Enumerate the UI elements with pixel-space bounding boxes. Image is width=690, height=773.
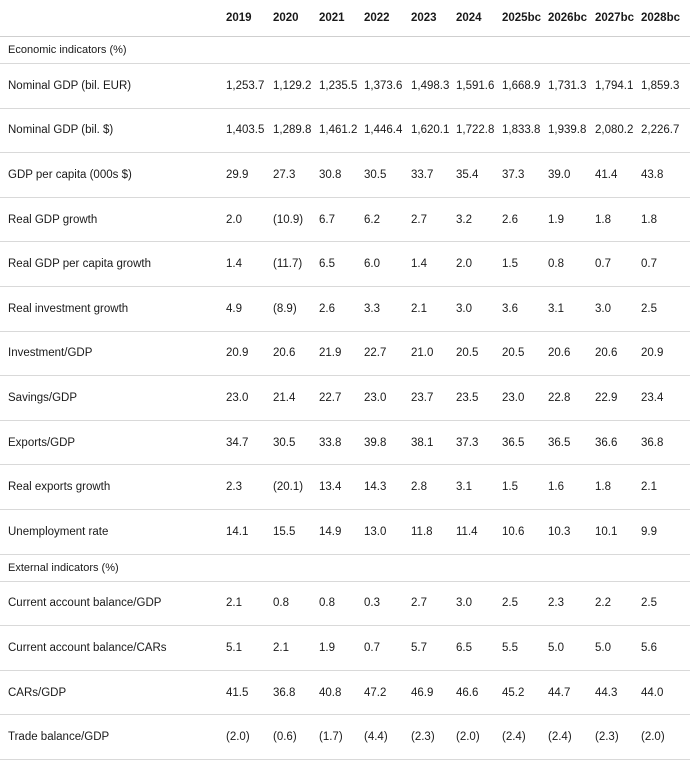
table-cell: 23.7 — [411, 391, 434, 404]
table-cell: 1,833.8 — [502, 124, 541, 137]
table-cell: 1.5 — [502, 481, 518, 494]
table-row — [0, 64, 690, 109]
table-cell: 20.6 — [273, 347, 296, 360]
table-cell: 2.6 — [319, 302, 335, 315]
table-cell: 1,794.1 — [595, 79, 634, 92]
table-cell: 1,591.6 — [456, 79, 495, 92]
row-label: GDP per capita (000s $) — [8, 168, 132, 181]
table-cell: 47.2 — [364, 686, 387, 699]
table-cell: 44.0 — [641, 686, 664, 699]
table-cell: 10.3 — [548, 525, 571, 538]
table-cell: 36.5 — [548, 436, 571, 449]
table-cell: 1.5 — [502, 258, 518, 271]
table-cell: 1,373.6 — [364, 79, 403, 92]
table-cell: 2,226.7 — [641, 124, 680, 137]
table-cell: 30.5 — [364, 168, 387, 181]
table-row — [0, 510, 690, 555]
row-label: Real GDP per capita growth — [8, 258, 151, 271]
column-header: 2026bc — [548, 12, 588, 24]
table-cell: 5.5 — [502, 641, 518, 654]
table-cell: 2.5 — [641, 597, 657, 610]
column-header: 2027bc — [595, 12, 635, 24]
column-header: 2022 — [364, 12, 390, 24]
table-cell: 2.7 — [411, 597, 427, 610]
table-cell: 6.5 — [456, 641, 472, 654]
table-cell: 21.4 — [273, 391, 296, 404]
table-cell: 3.2 — [456, 213, 472, 226]
table-cell: 2.1 — [226, 597, 242, 610]
table-body — [0, 37, 690, 760]
table-cell: 45.2 — [502, 686, 525, 699]
table-cell: 46.6 — [456, 686, 479, 699]
table-cell: 4.9 — [226, 302, 242, 315]
table-cell: 1.8 — [595, 481, 611, 494]
table-cell: 40.8 — [319, 686, 342, 699]
table-cell: 27.3 — [273, 168, 296, 181]
table-cell: 36.8 — [641, 436, 664, 449]
table-cell: 2.1 — [641, 481, 657, 494]
table-cell: 34.7 — [226, 436, 249, 449]
table-cell: 41.5 — [226, 686, 249, 699]
table-cell: 11.8 — [411, 525, 433, 538]
table-cell: 1,461.2 — [319, 124, 358, 137]
table-cell: 0.8 — [273, 597, 289, 610]
table-cell: 1,129.2 — [273, 79, 312, 92]
table-cell: 5.1 — [226, 641, 242, 654]
row-label: Nominal GDP (bil. EUR) — [8, 79, 132, 92]
row-label: Real GDP growth — [8, 213, 98, 226]
table-row — [0, 198, 690, 243]
table-cell: 20.5 — [502, 347, 525, 360]
column-header: 2021 — [319, 12, 345, 24]
table-cell: (1.7) — [319, 731, 343, 744]
table-cell: 23.0 — [226, 391, 249, 404]
column-header: 2020 — [273, 12, 299, 24]
table-cell: 13.0 — [364, 525, 387, 538]
table-cell: 23.0 — [364, 391, 387, 404]
table-cell: 36.5 — [502, 436, 525, 449]
table-cell: 33.7 — [411, 168, 434, 181]
column-header: 2028bc — [641, 12, 681, 24]
table-cell: 43.8 — [641, 168, 664, 181]
table-cell: (2.3) — [411, 731, 435, 744]
table-cell: 2.0 — [226, 213, 242, 226]
table-cell: 14.9 — [319, 525, 342, 538]
table-cell: (2.4) — [502, 731, 526, 744]
table-cell: 41.4 — [595, 168, 618, 181]
table-cell: 5.0 — [595, 641, 611, 654]
table-cell: 2.6 — [502, 213, 518, 226]
table-cell: 2,080.2 — [595, 124, 634, 137]
table-cell: 37.3 — [502, 168, 525, 181]
table-cell: 38.1 — [411, 436, 434, 449]
table-row — [0, 421, 690, 466]
table-cell: 3.6 — [502, 302, 518, 315]
table-cell: 1.8 — [595, 213, 611, 226]
table-cell: 1,446.4 — [364, 124, 403, 137]
table-cell: 6.2 — [364, 213, 380, 226]
table-cell: (2.0) — [641, 731, 665, 744]
table-cell: 0.7 — [595, 258, 611, 271]
row-label: Current account balance/GDP — [8, 597, 162, 610]
table-cell: (20.1) — [273, 481, 304, 494]
table-cell: 9.9 — [641, 525, 657, 538]
row-label: Unemployment rate — [8, 525, 109, 538]
row-label: Investment/GDP — [8, 347, 93, 360]
table-cell: 22.7 — [319, 391, 342, 404]
table-cell: 6.0 — [364, 258, 380, 271]
table-cell: 22.9 — [595, 391, 618, 404]
table-cell: 15.5 — [273, 525, 296, 538]
table-cell: 13.4 — [319, 481, 342, 494]
row-label: Real investment growth — [8, 302, 129, 315]
table-row — [0, 376, 690, 421]
table-cell: 30.8 — [319, 168, 342, 181]
table-cell: 21.9 — [319, 347, 342, 360]
table-cell: 30.5 — [273, 436, 296, 449]
table-row — [0, 153, 690, 198]
section-title: Economic indicators (%) — [8, 44, 127, 56]
table-cell: 2.0 — [456, 258, 472, 271]
table-cell: 44.3 — [595, 686, 618, 699]
table-cell: (4.4) — [364, 731, 388, 744]
table-row — [0, 671, 690, 716]
table-cell: 1,859.3 — [641, 79, 680, 92]
table-cell: 3.1 — [548, 302, 564, 315]
table-cell: 37.3 — [456, 436, 479, 449]
table-cell: 1,403.5 — [226, 124, 265, 137]
table-cell: 11.4 — [456, 525, 478, 538]
table-cell: 3.0 — [456, 597, 472, 610]
table-cell: 2.2 — [595, 597, 611, 610]
row-label: Nominal GDP (bil. $) — [8, 124, 114, 137]
table-row — [0, 626, 690, 671]
table-cell: 1,498.3 — [411, 79, 450, 92]
table-cell: 2.7 — [411, 213, 427, 226]
table-cell: 14.1 — [226, 525, 249, 538]
table-cell: 6.7 — [319, 213, 335, 226]
table-cell: 3.0 — [595, 302, 611, 315]
table-cell: 2.1 — [411, 302, 427, 315]
table-cell: 1.9 — [548, 213, 564, 226]
table-cell: 2.5 — [641, 302, 657, 315]
table-cell: 23.4 — [641, 391, 664, 404]
table-cell: 22.7 — [364, 347, 387, 360]
table-cell: 36.6 — [595, 436, 618, 449]
row-label: Trade balance/GDP — [8, 731, 110, 744]
table-cell: (10.9) — [273, 213, 304, 226]
table-cell: 20.9 — [226, 347, 249, 360]
table-cell: (8.9) — [273, 302, 297, 315]
table-cell: 1,939.8 — [548, 124, 587, 137]
table-cell: 20.9 — [641, 347, 664, 360]
table-cell: 23.5 — [456, 391, 479, 404]
table-cell: 1.9 — [319, 641, 335, 654]
table-cell: 14.3 — [364, 481, 387, 494]
table-cell: 20.6 — [595, 347, 618, 360]
table-row — [0, 332, 690, 377]
table-cell: 36.8 — [273, 686, 296, 699]
table-cell: 10.6 — [502, 525, 525, 538]
table-cell: 1.4 — [411, 258, 427, 271]
table-cell: 1,731.3 — [548, 79, 587, 92]
table-cell: 3.1 — [456, 481, 472, 494]
section-title: External indicators (%) — [8, 561, 119, 574]
table-cell: (11.7) — [273, 258, 303, 271]
column-header: 2019 — [226, 12, 252, 24]
table-cell: 2.1 — [273, 641, 289, 654]
table-cell: 21.0 — [411, 347, 434, 360]
table-cell: 6.5 — [319, 258, 335, 271]
table-cell: 2.3 — [226, 481, 242, 494]
table-header-row — [0, 0, 690, 37]
table-cell: 5.0 — [548, 641, 564, 654]
table-cell: (2.4) — [548, 731, 572, 744]
table-cell: 22.8 — [548, 391, 571, 404]
table-cell: 29.9 — [226, 168, 249, 181]
table-row — [0, 715, 690, 760]
table-cell: 20.5 — [456, 347, 479, 360]
table-cell: 0.7 — [641, 258, 657, 271]
column-header: 2025bc — [502, 12, 542, 24]
table-cell: 2.5 — [502, 597, 518, 610]
table-cell: 0.3 — [364, 597, 380, 610]
section-header-row — [0, 37, 690, 64]
section-header-row — [0, 555, 690, 582]
table-cell: 39.0 — [548, 168, 571, 181]
table-cell: 5.6 — [641, 641, 657, 654]
table-cell: 1,722.8 — [456, 124, 495, 137]
table-cell: 20.6 — [548, 347, 571, 360]
table-cell: 0.7 — [364, 641, 380, 654]
table-cell: 35.4 — [456, 168, 479, 181]
row-label: Real exports growth — [8, 481, 111, 494]
table-cell: 1,289.8 — [273, 124, 312, 137]
table-cell: 23.0 — [502, 391, 525, 404]
table-cell: 1.8 — [641, 213, 657, 226]
table-cell: 0.8 — [319, 597, 335, 610]
column-header: 2024 — [456, 12, 482, 24]
table-cell: 3.3 — [364, 302, 380, 315]
table-row — [0, 465, 690, 510]
table-cell: 1.6 — [548, 481, 564, 494]
row-label: Exports/GDP — [8, 436, 76, 449]
table-cell: 5.7 — [411, 641, 427, 654]
row-label: Savings/GDP — [8, 391, 78, 404]
table-row — [0, 287, 690, 332]
table-row — [0, 109, 690, 154]
table-cell: 3.0 — [456, 302, 472, 315]
table-cell: (2.3) — [595, 731, 619, 744]
table-cell: 1,253.7 — [226, 79, 265, 92]
row-label: CARs/GDP — [8, 686, 67, 699]
table-cell: 39.8 — [364, 436, 387, 449]
table-cell: 33.8 — [319, 436, 342, 449]
row-label: Current account balance/CARs — [8, 641, 167, 654]
table-cell: 46.9 — [411, 686, 434, 699]
column-header: 2023 — [411, 12, 437, 24]
table-cell: 44.7 — [548, 686, 571, 699]
table-cell: (0.6) — [273, 731, 297, 744]
table-row — [0, 582, 690, 627]
table-cell: 1,235.5 — [319, 79, 358, 92]
table-cell: (2.0) — [456, 731, 480, 744]
table-cell: (2.0) — [226, 731, 250, 744]
table-cell: 1,620.1 — [411, 124, 450, 137]
table-cell: 2.8 — [411, 481, 427, 494]
table-cell: 1.4 — [226, 258, 242, 271]
table-cell: 2.3 — [548, 597, 564, 610]
table-row — [0, 242, 690, 287]
table-cell: 0.8 — [548, 258, 564, 271]
table-cell: 1,668.9 — [502, 79, 541, 92]
table-cell: 10.1 — [595, 525, 618, 538]
